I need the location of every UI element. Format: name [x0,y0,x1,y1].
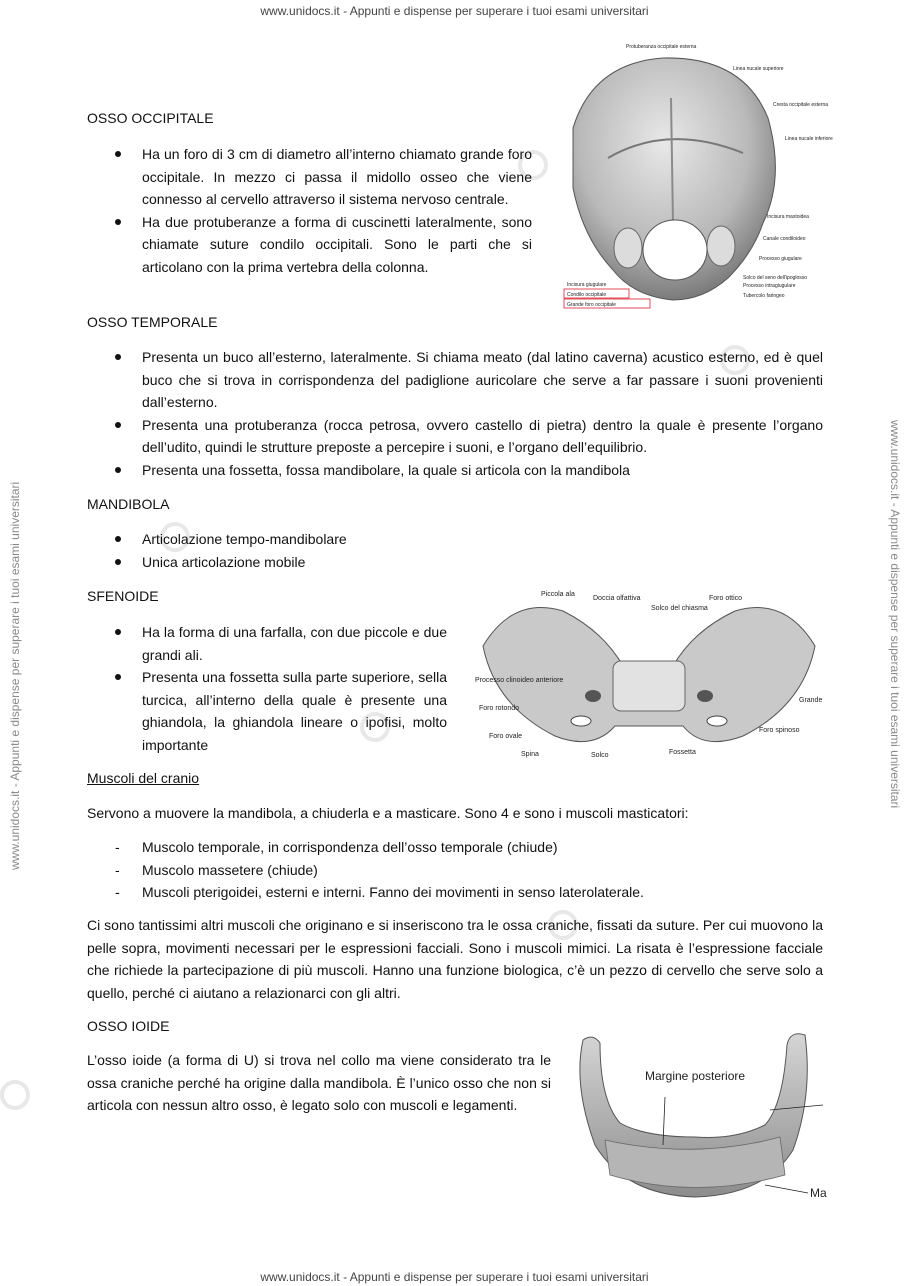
sfenoide-bullets [87,621,447,756]
figure-label: Piccola ala [541,591,575,598]
figure-label: Spina [521,751,539,758]
sphenoid-bone-figure [473,586,825,758]
muscoli-list [87,836,823,904]
list-item: Ha la forma di una farfalla, con due piccole e due grandi ali. [87,621,447,666]
watermark-right: www.unidocs.it - Appunti e dispense per superare i tuoi esami universitari [888,420,902,809]
section-title-occipitale: OSSO OCCIPITALE [87,110,214,126]
occipitale-bullets [87,143,532,278]
list-item: Presenta un buco all’esterno, lateralmente. Si chiama meato (dal latino caverna) acustico esterno, ed è quel buco che si trova in corrispondenza del padiglione auricolare che serve a far passare i suoni provenienti dall’esterno. [87,346,823,414]
list-item: Articolazione tempo-mandibolare [87,528,587,551]
figure-label: Grande [799,697,823,704]
figure-label: Fossetta [669,749,696,756]
figure-label: Linea nucale superiore [733,66,784,72]
figure-label: Foro spinoso [759,727,800,734]
section-title-mandibola: MANDIBOLA [87,496,170,512]
occipital-bone-figure [553,38,833,310]
figure-label: Processo intragiugulare [743,283,796,289]
watermark-bottom: www.unidocs.it - Appunti e dispense per superare i tuoi esami universitari [260,1270,649,1284]
muscoli-intro: Servono a muovere la mandibola, a chiuderla e a masticare. Sono 4 e sono i muscoli masticatori: [87,805,689,821]
figure-label: Doccia olfattiva [593,595,641,602]
figure-label: Condilo occipitale [567,292,607,298]
list-item: Presenta una fossetta sulla parte superiore, sella turcica, all’interno della quale è presente una ghiandola, la ghiandola lineare o ipofisi, molto importante [87,666,447,756]
hyoid-bone-figure [565,1025,825,1210]
list-item: Ha due protuberanze a forma di cuscinetti lateralmente, sono chiamate suture condilo occipitali. Sono le parti che si articolano con la prima vertebra della colonna. [87,211,532,279]
list-item: Presenta una fossetta, fossa mandibolare, la quale si articola con la mandibola [87,459,823,482]
list-item: Ha un foro di 3 cm di diametro all’interno chiamato grande foro occipitale. In mezzo ci passa il midollo osseo che viene connesso al cervello attraverso il sistema nervoso centrale. [87,143,532,211]
figure-label: Tubercolo faringeo [743,293,785,299]
temporale-bullets [87,346,823,481]
figure-label: Protuberanza occipitale esterna [626,44,697,50]
figure-label: Incisura giugulare [567,282,607,288]
list-item: Unica articolazione mobile [87,551,587,574]
figure-label: Ma [810,1186,827,1200]
figure-label: Processo giugulare [759,256,802,262]
mandibola-bullets [87,528,587,573]
figure-label: Solco del chiasma [651,605,708,612]
ioide-paragraph: L’osso ioide (a forma di U) si trova nel collo ma viene considerato tra le ossa craniche perché ha origine dalla mandibola. È l’unico osso che non si articola con nessun altro osso, è legato solo con muscoli e legamenti. [87,1052,551,1113]
figure-label: Cresta occipitale esterna [773,102,829,108]
figure-label: Processo clinoideo anteriore [475,677,564,684]
list-item: Presenta una protuberanza (rocca petrosa, ovvero castello di pietra) dentro la quale è presente l’organo dell’udito, quindi le strutture preposte a percepire i suoni, e l’organo dell’equilibrio. [87,414,823,459]
list-item: - Muscolo temporale, in corrispondenza dell’osso temporale (chiude) [87,836,823,859]
figure-label: Linea nucale inferiore [785,136,833,142]
figure-label: Solco [591,752,609,759]
figure-label: Foro ovale [489,733,523,740]
watermark-logo-icon [0,1080,30,1110]
figure-label: Canale condiloideo [763,236,806,242]
figure-label: Margine posteriore [645,1069,746,1083]
figure-label: Incisura mastoidea [767,214,809,220]
section-title-sfenoide: SFENOIDE [87,588,159,604]
muscoli-paragraph: Ci sono tantissimi altri muscoli che originano e si inseriscono tra le ossa craniche, fissati da suture. Per cui muovono la pelle sopra, movimenti necessari per le espressioni facciali. Sono i muscoli mimici. La risata è l’espressione facciale che richiede la partecipazione di più muscoli. Hanno una funzione biologica, c’è un pezzo di cervello che serve solo a quello, perché ci aiutano a relazionarci con gli altri. [87,917,823,1001]
section-title-ioide: OSSO IOIDE [87,1018,170,1034]
figure-label: Foro rotondo [479,705,520,712]
watermark-left: www.unidocs.it - Appunti e dispense per superare i tuoi esami universitari [8,481,22,870]
section-title-muscoli: Muscoli del cranio [87,770,200,786]
section-title-temporale: OSSO TEMPORALE [87,314,218,330]
figure-label: Solco del seno dell'ipoglosso [743,275,808,281]
figure-label: Grande foro occipitale [567,302,616,308]
list-item: - Muscoli pterigoidei, esterni e interni. Fanno dei movimenti in senso laterolaterale. [87,881,823,904]
figure-label: Foro ottico [709,595,743,602]
watermark-top: www.unidocs.it - Appunti e dispense per superare i tuoi esami universitari [260,4,649,18]
list-item: - Muscolo massetere (chiude) [87,859,823,882]
